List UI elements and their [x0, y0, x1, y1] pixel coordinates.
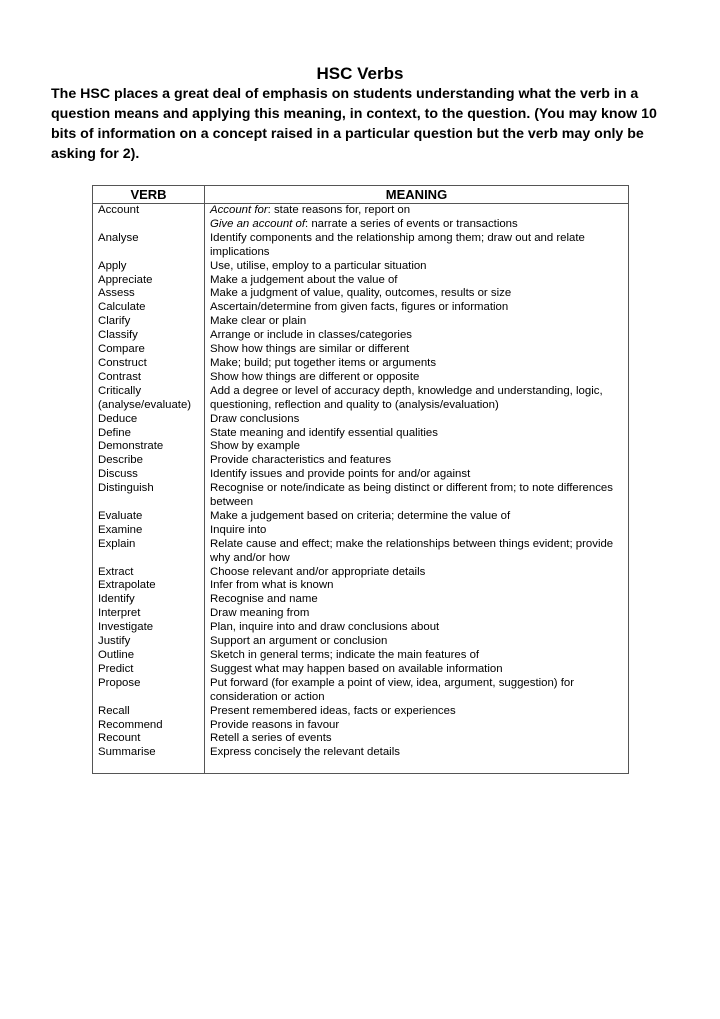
table-row [93, 510, 628, 524]
table-row [93, 343, 628, 357]
table-row [93, 357, 628, 371]
meaning-cell: State meaning and identify essential qualities [210, 426, 438, 439]
meaning-column-header: MEANING [385, 187, 448, 202]
table-row [93, 260, 628, 274]
meaning-cell: Inquire into [210, 523, 267, 536]
verb-cell: Explain [98, 537, 136, 550]
term-italic: Give an account of [210, 217, 305, 230]
page-title: HSC Verbs [316, 64, 404, 83]
verb-cell: Analyse [98, 231, 139, 244]
verb-cell: Justify [98, 635, 131, 648]
meaning-cell: Retell a series of events [210, 732, 332, 745]
verb-cell: Critically (analyse/evaluate) [98, 384, 192, 411]
verb-cell: Interpret [98, 607, 141, 620]
meaning-cell: Make a judgement about the value of [210, 273, 398, 286]
meaning-line [210, 204, 621, 218]
meaning-cell: Show how things are different or opposite [210, 370, 420, 383]
verb-cell: Demonstrate [98, 440, 164, 453]
meaning-cell: Draw conclusions [210, 412, 300, 425]
meaning-cell: Recognise or note/indicate as being distinct or different from; to note differences between [210, 482, 613, 509]
table-row [93, 329, 628, 343]
table-row [93, 427, 628, 441]
verb-cell: Compare [98, 343, 145, 356]
meaning-cell: Make a judgment of value, quality, outcomes, results or size [210, 287, 512, 300]
table-row [93, 385, 628, 413]
table-row [93, 287, 628, 301]
table-row [93, 454, 628, 468]
meaning-cell: Draw meaning from [210, 607, 310, 620]
verb-cell: Classify [98, 329, 138, 342]
meaning-cell: Add a degree or level of accuracy depth, knowledge and understanding, logic, questioning, reflection and quality to (analysis/evaluation) [210, 384, 603, 411]
verb-cell: Outline [98, 649, 135, 661]
verb-cell: Deduce [98, 412, 138, 425]
meaning-cell: Relate cause and effect; make the relationships between things evident; provide why and/or how [210, 537, 614, 564]
verb-cell: Evaluate [98, 509, 143, 522]
verb-cell: Predict [98, 662, 134, 675]
verb-cell: Propose [98, 676, 141, 689]
table-row [93, 301, 628, 315]
term-italic: Account for [210, 204, 268, 216]
term-definition: : narrate a series of events or transactions [304, 217, 518, 230]
verb-cell: Discuss [98, 468, 138, 481]
verb-cell: Clarify [98, 315, 131, 328]
intro-paragraph: The HSC places a great deal of emphasis on students understanding what the verb in a question means and applying this meaning, in context, to the question. (You may know 10 bits of information on a concept raised in a particular question but the verb may only be asking for 2). [51, 86, 657, 162]
table-row [93, 593, 628, 607]
meaning-line [210, 218, 621, 232]
table-row [93, 732, 628, 746]
meaning-cell: Arrange or include in classes/categories [210, 329, 412, 342]
verb-cell: Assess [98, 287, 135, 300]
table-row [93, 649, 628, 663]
meaning-cell: Express concisely the relevant details [210, 746, 400, 759]
meaning-cell: Show how things are similar or different [210, 343, 410, 356]
verb-cell: Extrapolate [98, 579, 156, 592]
table-row [93, 274, 628, 288]
verb-cell: Describe [98, 454, 143, 467]
table-row [93, 607, 628, 621]
meaning-cell: Support an argument or conclusion [210, 635, 388, 648]
verb-cell: Distinguish [98, 482, 154, 495]
table-body [93, 204, 628, 760]
meaning-cell: Provide characteristics and features [210, 454, 392, 467]
verb-cell: Contrast [98, 370, 142, 383]
term-definition: : state reasons for, report on [267, 204, 411, 216]
meaning-cell: Make clear or plain [210, 315, 307, 328]
table-row [93, 746, 628, 760]
verb-cell: Construct [98, 356, 147, 369]
table-row [93, 635, 628, 649]
verb-column-header: VERB [130, 187, 167, 202]
meaning-cell [204, 204, 627, 232]
table-row [93, 566, 628, 580]
verb-cell: Recommend [98, 718, 163, 731]
verb-cell: Summarise [98, 746, 156, 759]
meaning-cell: Plan, inquire into and draw conclusions about [210, 621, 440, 634]
meaning-cell: Identify components and the relationship among them; draw out and relate implications [210, 231, 585, 258]
meaning-cell: Ascertain/determine from given facts, figures or information [210, 301, 509, 314]
table-row [93, 232, 628, 260]
verb-cell: Investigate [98, 621, 154, 634]
meaning-cell: Suggest what may happen based on available information [210, 662, 503, 675]
table-row [93, 482, 628, 510]
meaning-cell: Make a judgement based on criteria; determine the value of [210, 509, 511, 522]
table-row [93, 440, 628, 454]
meaning-cell: Show by example [210, 440, 300, 453]
verbs-table [92, 185, 629, 774]
meaning-cell: Use, utilise, employ to a particular situation [210, 259, 427, 272]
table-row [93, 468, 628, 482]
table-row [93, 315, 628, 329]
meaning-cell: Make; build; put together items or arguments [210, 356, 437, 369]
verb-cell: Recount [98, 732, 141, 745]
table-row [93, 524, 628, 538]
verb-cell: Recall [98, 704, 130, 717]
meaning-cell: Infer from what is known [210, 579, 334, 592]
table-row [93, 579, 628, 593]
table-row [93, 538, 628, 566]
verb-cell: Extract [98, 565, 134, 578]
verb-cell: Examine [98, 523, 143, 536]
verb-cell: Account [98, 204, 140, 216]
meaning-cell: Identify issues and provide points for and/or against [210, 468, 471, 481]
table-row [93, 413, 628, 427]
table-row [93, 663, 628, 677]
meaning-cell: Provide reasons in favour [210, 718, 340, 731]
meaning-cell: Present remembered ideas, facts or experiences [210, 704, 456, 717]
verb-cell: Appreciate [98, 273, 153, 286]
verb-cell: Apply [98, 259, 127, 272]
meaning-cell: Put forward (for example a point of view, idea, argument, suggestion) for consideration or action [210, 676, 575, 703]
verb-cell: Identify [98, 593, 135, 606]
table-row [93, 719, 628, 733]
table-row [93, 677, 628, 705]
meaning-cell: Sketch in general terms; indicate the main features of [210, 649, 480, 661]
verb-cell: Calculate [98, 301, 146, 314]
table-row [93, 204, 628, 232]
table-row [93, 371, 628, 385]
table-row [93, 705, 628, 719]
verb-cell: Define [98, 426, 131, 439]
table-row [93, 621, 628, 635]
meaning-cell: Choose relevant and/or appropriate details [210, 565, 426, 578]
meaning-cell: Recognise and name [210, 593, 318, 606]
